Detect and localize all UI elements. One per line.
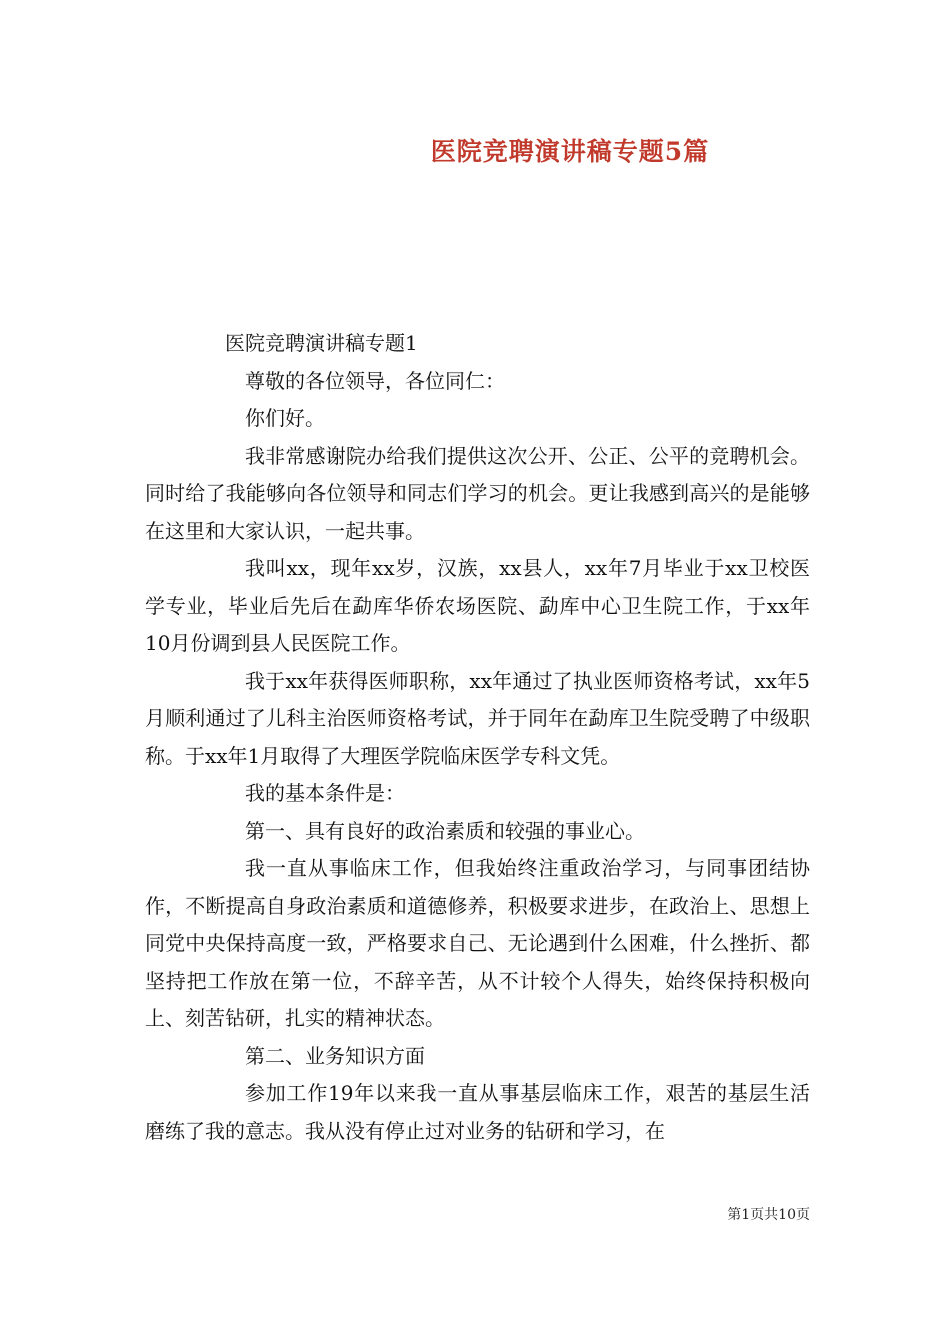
hello-line: 你们好。 [245, 406, 325, 430]
conditions-intro: 我的基本条件是： [245, 781, 405, 805]
document-title: 医院竞聘演讲稿专题5篇 [430, 137, 710, 166]
point-two-heading: 第二、业务知识方面 [245, 1043, 425, 1068]
point-one-heading: 第一、具有良好的政治素质和较强的事业心。 [245, 818, 645, 843]
paragraph: 我非常感谢院办给我们提供这次公开、公正、公平的竞聘机会。同时给了我能够向各位领导和同志们学习的机会。更让我感到高兴的是能够在这里和大家认识，一起共事。 [145, 443, 810, 543]
paragraph: 参加工作19年以来我一直从事基层临床工作，艰苦的基层生活磨练了我的意志。我从没有停止过对业务的钻研和学习，在 [145, 1081, 810, 1143]
paragraph: 我叫xx，现年xx岁，汉族，xx县人，xx年7月毕业于xx卫校医学专业，毕业后先后在勐库华侨农场医院、勐库中心卫生院工作，于xx年10月份调到县人民医院工作。 [145, 556, 810, 655]
paragraph: 我于xx年获得医师职称，xx年通过了执业医师资格考试，xx年5月顺利通过了儿科主治医师资格考试，并于同年在勐库卫生院受聘了中级职称。于xx年1月取得了大理医学院临床医学专科文凭。 [145, 668, 810, 768]
greeting-line: 尊敬的各位领导，各位同仁： [245, 368, 505, 393]
paragraph: 我一直从事临床工作，但我始终注重政治学习，与同事团结协作，不断提高自身政治素质和道德修养，积极要求进步，在政治上、思想上同党中央保持高度一致，严格要求自己、无论遇到什么困难，什么挫折、都坚持把工作放在第一位，不辞辛苦，从不计较个人得失，始终保持积极向上、刻苦钻研，扎实的精神状态。 [145, 856, 810, 1030]
section-subtitle: 医院竞聘演讲稿专题1 [225, 331, 418, 355]
document-body [145, 325, 810, 1150]
page-number: 第1页共10页 [727, 1207, 810, 1223]
